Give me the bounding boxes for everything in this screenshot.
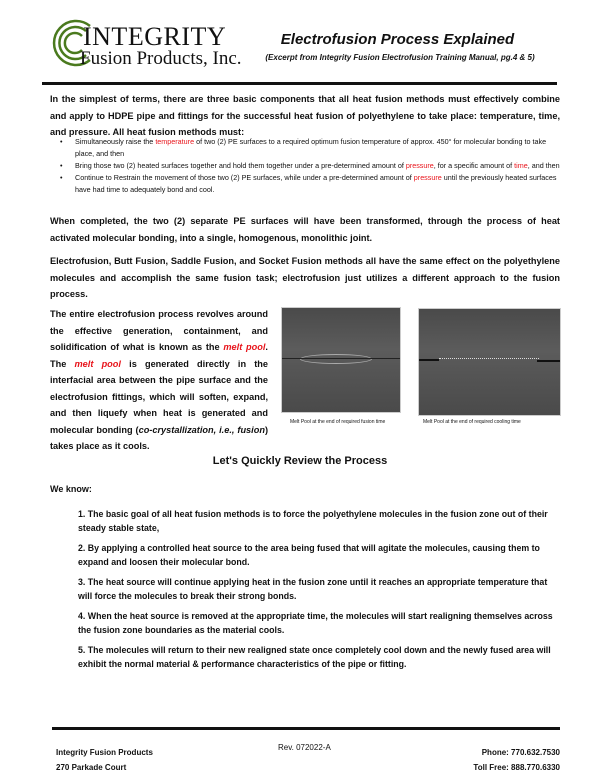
requirements-list (60, 136, 560, 196)
we-know-label: We know: (50, 484, 92, 494)
page-subtitle: (Excerpt from Integrity Fusion Electrofusion Training Manual, pg.4 & 5) (265, 53, 535, 62)
list-item: 2. By applying a controlled heat source to the area being fused that will agitate the molecules, causing them to expand and loosen their molecular bond. (78, 543, 540, 567)
header-divider (42, 82, 557, 85)
process-points (78, 507, 560, 677)
page-title: Electrofusion Process Explained (280, 31, 515, 48)
section-heading: Let's Quickly Review the Process (212, 455, 388, 467)
logo-name: INTEGRITY (83, 22, 227, 51)
footer-contact: Phone: 770.632.7530 Toll Free: 888.770.6330 (473, 748, 560, 772)
methods-paragraph: Electrofusion, Butt Fusion, Saddle Fusion, and Socket Fusion methods all have the same effect on the polyethylene molecules and accomplish the same fusion task; electrofusion just utilizes a different approach to the fusion process. (50, 256, 560, 299)
footer-address: Integrity Fusion Products 270 Parkade Court (56, 748, 153, 772)
list-item: • Bring those two (2) heated surfaces together and hold them together under a pre-determined amount of pressure, for a specific amount of time, and then (60, 160, 560, 172)
logo-subname: Fusion Products, Inc. (80, 48, 242, 69)
completion-paragraph: When completed, the two (2) separate PE surfaces will have been transformed, through the process of heat activated molecular bonding, into a single, homogenous, monolithic joint. (50, 216, 560, 243)
list-item: 3. The heat source will continue applying heat in the fusion zone until it reaches an appropriate temperature that will force the molecules to break their strong bonds. (78, 577, 548, 601)
melt-pool-paragraph: The entire electrofusion process revolves around the effective generation, containment, and solidification of what is known as the melt pool. The melt pool is generated directly in the interfacial area between the pipe surface and the electrofusion fittings, which will soften, expand, and then liquefy when heat is generated and molecular bonding (co-crystallization, i.e., fusion) takes place as it cools. (50, 309, 269, 451)
list-item: • Continue to Restrain the movement of those two (2) PE surfaces, while under a pre-determined amount of pressure until the previously heated surfaces have had time to adequately bond and cool. (60, 172, 560, 196)
photo-caption: Melt Pool at the end of required fusion time (290, 419, 386, 425)
revision: Rev. 072022-A (278, 743, 331, 752)
list-item: 4. When the heat source is removed at the appropriate time, the molecules will start realigning themselves across the fusion zone boundaries as the material cools. (78, 611, 553, 635)
list-item: 1. The basic goal of all heat fusion methods is to force the polyethylene molecules in the fusion zone out of their steady stable state, (78, 509, 548, 533)
intro-paragraph: In the simplest of terms, there are three basic components that all heat fusion methods must effectively combine and apply to HDPE pipe and fittings for the successful heat fusion of polyethylene to take place: temperature, time, and pressure. All heat fusion methods must: (50, 94, 560, 137)
footer-divider (52, 727, 560, 730)
photo-caption: Melt Pool at the end of required cooling time (423, 419, 521, 425)
list-item: 5. The molecules will return to their new realigned state once completely cool down and the newly fused area will exhibit the normal material & performance characteristics of the pipe or fitting. (78, 645, 551, 669)
melt-pool-fusion-photo (281, 307, 401, 413)
list-item: • Simultaneously raise the temperature of two (2) PE surfaces to a required optimum fusion temperature of approx. 450° for molecular bonding to take place, and then (60, 136, 560, 160)
melt-pool-cooling-photo (418, 308, 561, 416)
